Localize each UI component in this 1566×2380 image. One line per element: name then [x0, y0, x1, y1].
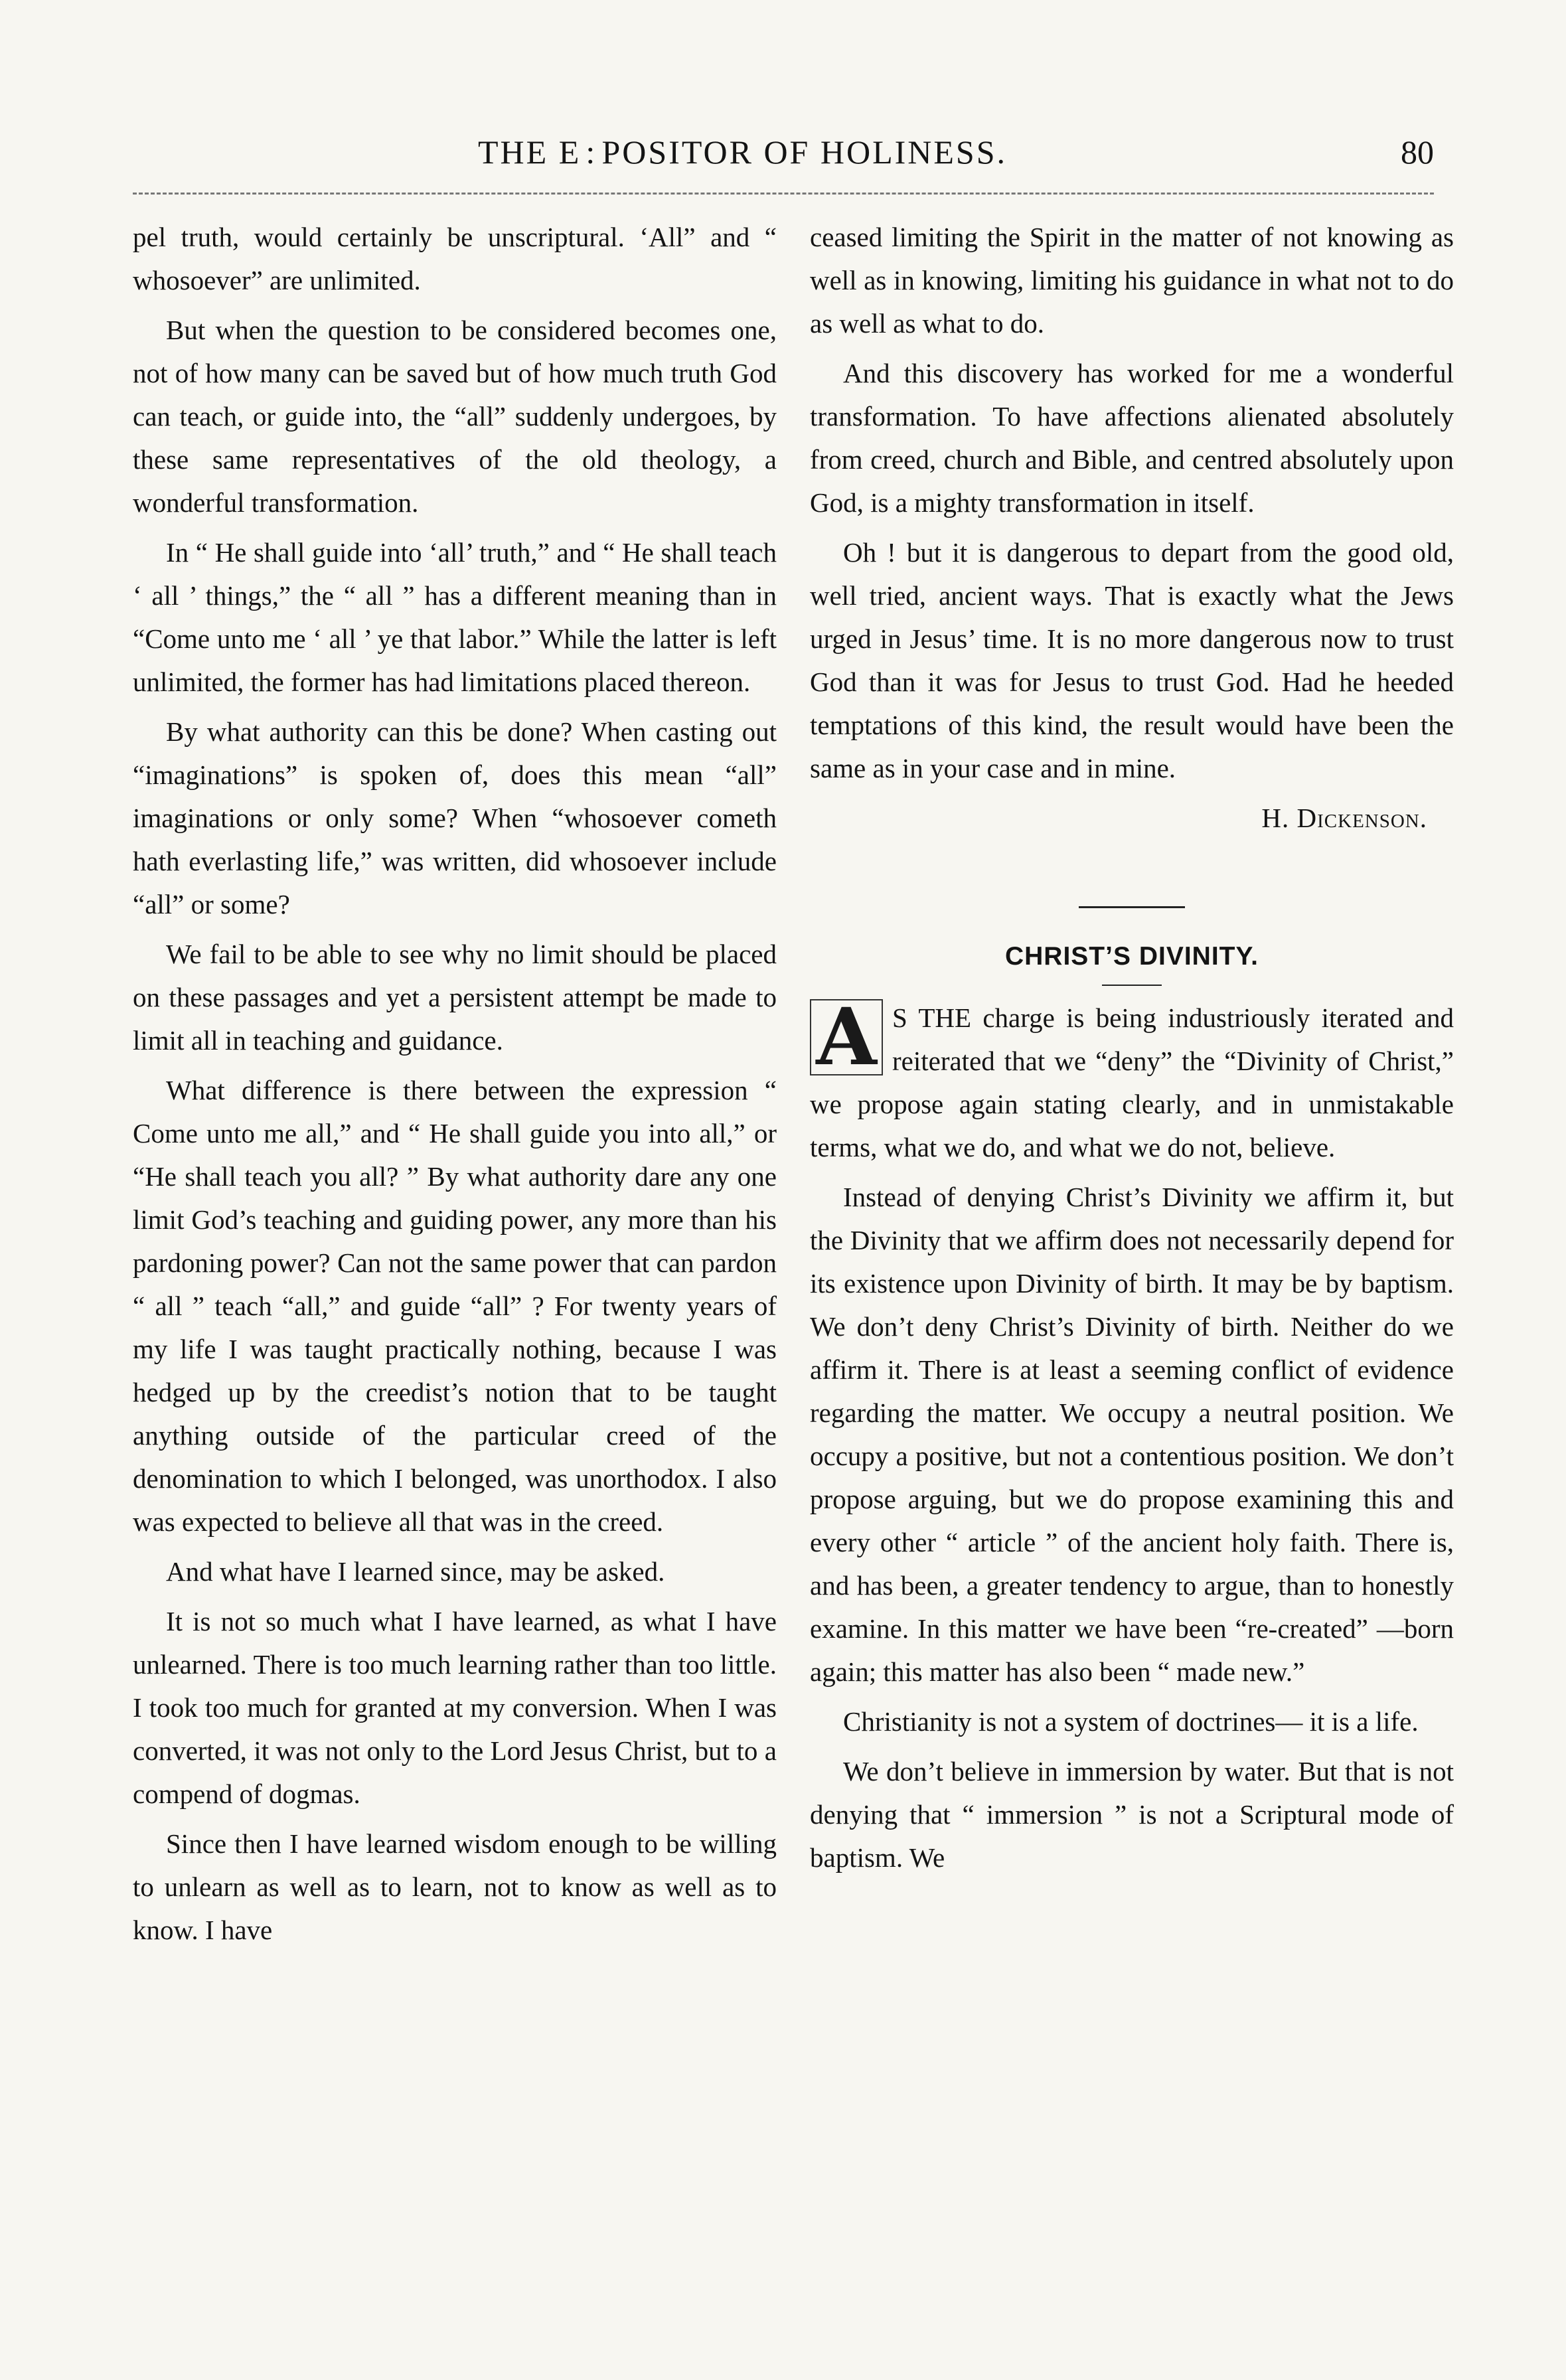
paragraph: ceased limiting the Spirit in the matter of not knowing as well as in knowing, limiting his guidance in what not to do as well as what to do.: [810, 222, 1454, 339]
dropcap-letter: A: [810, 999, 883, 1075]
paragraph: What difference is there between the expression “ Come unto me all,” and “ He shall guide you into all,” or “He shall teach you all? ” By what authority dare any one limit God’s teaching and guiding power, any more than his pardoning power? Can not the same power that can pardon “ all ” teach “all,” and guide “all” ? For twenty years of my life I was taught practically nothing, because I was hedged up by the creedist’s notion that to be taught anything outside of the particular creed of the denomination to which I belonged, was unorthodox. I also was expected to believe all that was in the creed.: [133, 1075, 777, 1537]
page-number: 80: [1401, 133, 1434, 171]
paragraph: Christianity is not a system of doctrines— it is a life.: [843, 1706, 1419, 1737]
left-column: [133, 216, 777, 1958]
page-header: [133, 126, 1434, 179]
section-divider: [1079, 906, 1185, 908]
paragraph: pel truth, would certainly be unscriptural. ‘All” and “ whosoever” are unlimited.: [133, 222, 777, 295]
paragraph: And what have I learned since, may be asked.: [166, 1556, 665, 1587]
paragraph: We fail to be able to see why no limit should be placed on these passages and yet a persistent attempt be made to limit all in teaching and guidance.: [133, 939, 777, 1056]
paragraph: In “ He shall guide into ‘all’ truth,” and “ He shall teach ‘ all ’ things,” the “ all ” has a different meaning than in “Come unto me ‘ all ’ ye that labor.” While the latter is left unlimited, the former has had limitations placed thereon.: [133, 537, 777, 697]
paragraph: But when the question to be considered becomes one, not of how many can be saved but of how much truth God can teach, or guide into, the “all” suddenly undergoes, by these same representatives of the old theology, a wonderful transformation.: [133, 315, 777, 518]
paragraph: S THE charge is being industriously iterated and reiterated that we “deny” the “Divinity of Christ,” we propose again stating clearly, and in unmistakable terms, what we do, and what we do not, believe.: [810, 1002, 1454, 1162]
paragraph: Since then I have learned wisdom enough to be willing to unlearn as well as to learn, not to know as well as to know. I have: [133, 1828, 777, 1945]
author-signature: H. Dickenson.: [1261, 803, 1427, 833]
running-title: THE E : POSITOR OF HOLINESS.: [478, 133, 1008, 171]
paragraph: We don’t believe in immersion by water. But that is not denying that “ immersion ” is not a Scriptural mode of baptism. We: [810, 1756, 1454, 1873]
paragraph: It is not so much what I have learned, as what I have unlearned. There is too much learning rather than too little. I took too much for granted at my conversion. When I was converted, it was not only to the Lord Jesus Christ, but to a compend of dogmas.: [133, 1606, 777, 1809]
paragraph: Oh ! but it is dangerous to depart from the good old, well tried, ancient ways. That is exactly what the Jews urged in Jesus’ time. It is no more dangerous now to trust God than it was for Jesus to trust God. Had he heeded temptations of this kind, the result would have been the same as in your case and in mine.: [810, 537, 1454, 783]
article-body: [810, 991, 1454, 1879]
title-underline: [1102, 985, 1162, 986]
paragraph: And this discovery has worked for me a wonderful transformation. To have affections alienated absolutely from creed, church and Bible, and centred absolutely upon God, is a mighty transformation in itself.: [810, 358, 1454, 518]
right-column: [810, 216, 1454, 1886]
header-rule: [133, 193, 1434, 195]
paragraph: Instead of denying Christ’s Divinity we affirm it, but the Divinity that we affirm does not necessarily depend for its existence upon Divinity of birth. It may be by baptism. We don’t deny Christ’s Divinity of birth. Neither do we affirm it. There is at least a seeming conflict of evidence regarding the matter. We occupy a neutral position. We occupy a positive, but not a contentious position. We don’t propose arguing, but we do propose examining this and every other “ article ” of the ancient holy faith. There is, and has been, a greater tendency to argue, than to honestly examine. In this matter we have been “re-created” —born again; this matter has also been “ made new.”: [810, 1182, 1454, 1687]
article-title: CHRIST’S DIVINITY.: [1004, 942, 1259, 971]
paragraph: By what authority can this be done? When casting out “imaginations” is spoken of, does this mean “all” imaginations or only some? When “whosoever cometh hath everlasting life,” was written, did whosoever include “all” or some?: [133, 716, 777, 919]
